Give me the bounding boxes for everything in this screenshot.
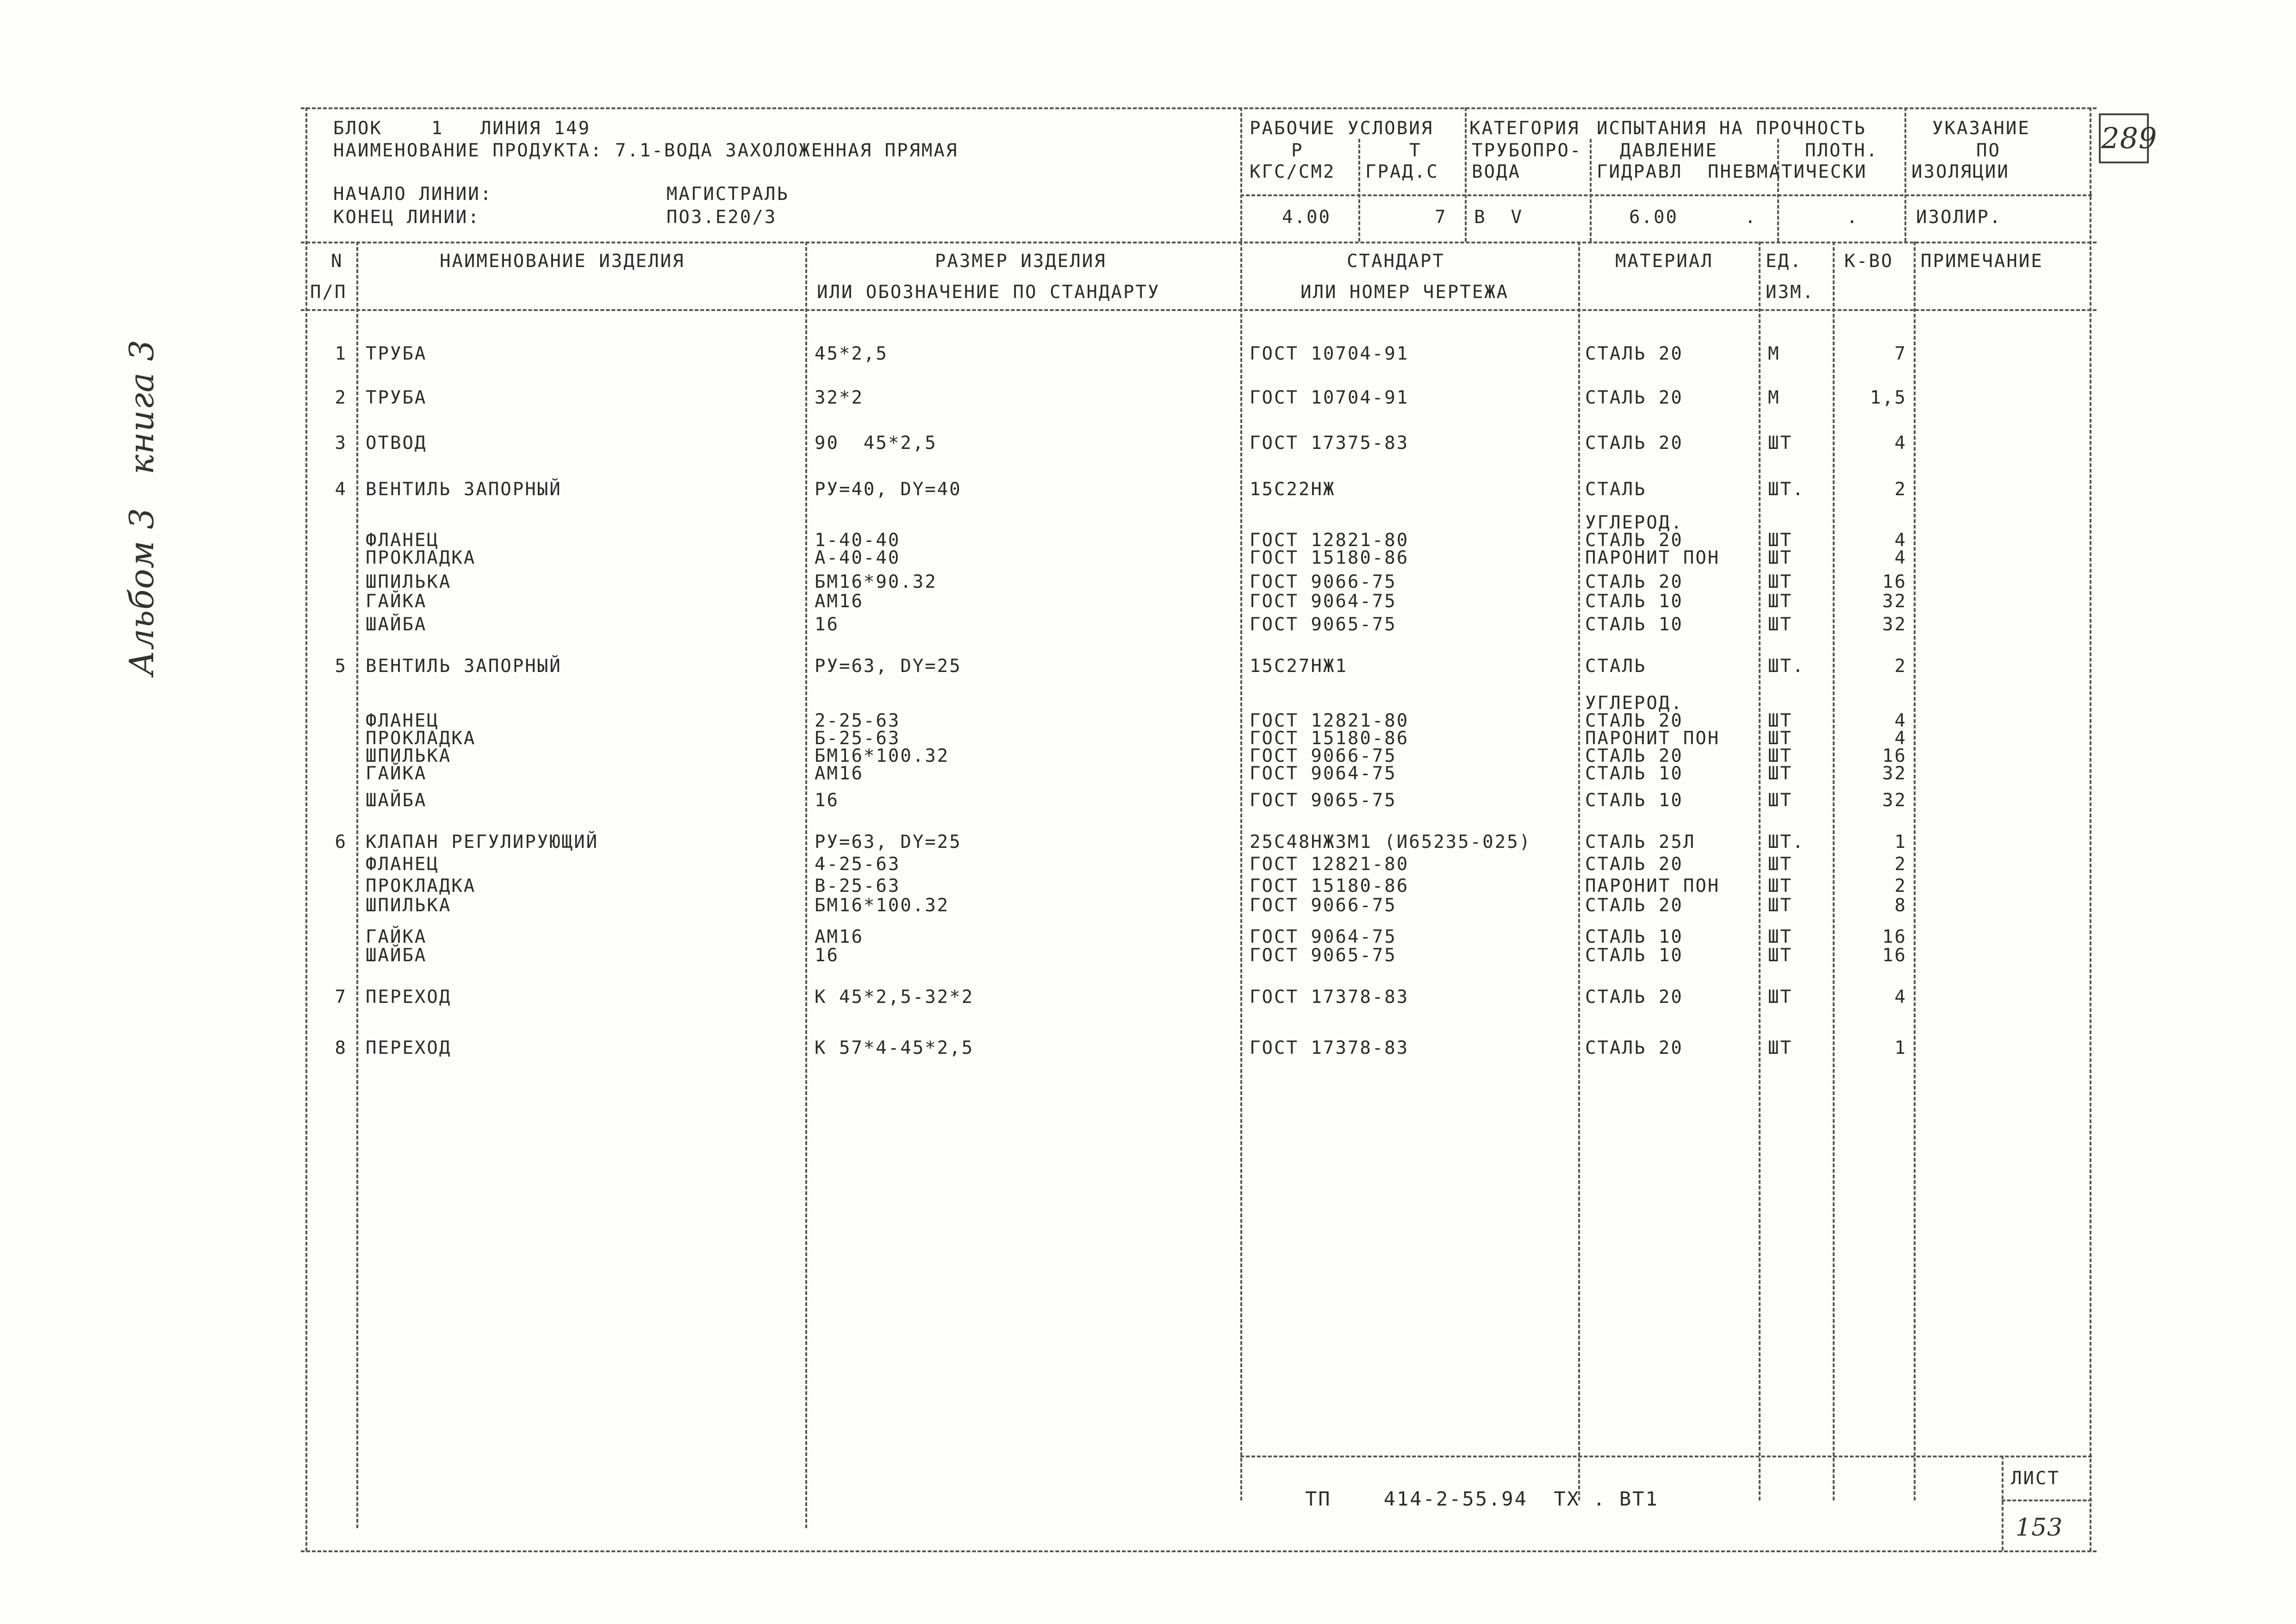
v-pressure: 4.00 xyxy=(1282,207,1331,228)
col-divider-size xyxy=(1240,242,1242,1500)
row-size: 1-40-40 xyxy=(815,530,901,551)
row-unit: ШТ xyxy=(1768,945,1792,966)
cond-divider-4 xyxy=(1590,139,1592,242)
sheet-label: ЛИСТ xyxy=(2011,1468,2060,1489)
row-item-name: ВЕНТИЛЬ ЗАПОРНЫЙ xyxy=(366,479,562,500)
col-divider-unit xyxy=(1833,242,1835,1500)
row-material: СТАЛЬ 10 xyxy=(1585,790,1683,811)
col-header-unit: ЕД. xyxy=(1766,251,1803,272)
row-item-name: ШПИЛЬКА xyxy=(366,572,452,592)
v-temperature: 7 xyxy=(1435,207,1447,228)
row-standard: ГОСТ 17378-83 xyxy=(1250,987,1409,1008)
row-size: К 57*4-45*2,5 xyxy=(815,1038,974,1058)
row-unit: ШТ. xyxy=(1768,832,1805,852)
cond-divider-1 xyxy=(1240,107,1242,242)
row-material: СТАЛЬ 20 xyxy=(1585,433,1683,454)
row-standard: ГОСТ 9064-75 xyxy=(1250,763,1397,784)
col-header-qty: К-ВО xyxy=(1844,251,1893,272)
row-number: 1 xyxy=(335,343,347,364)
row-material: СТАЛЬ xyxy=(1585,656,1647,677)
row-quantity: 4 xyxy=(1894,728,1907,749)
row-material: ПАРОНИТ ПОН xyxy=(1585,728,1720,749)
row-quantity: 32 xyxy=(1882,614,1907,635)
row-size: 2-25-63 xyxy=(815,710,901,731)
row-item-name: ГАЙКА xyxy=(366,763,427,784)
row-unit: ШТ xyxy=(1768,572,1792,592)
page-number: 289 xyxy=(2101,121,2158,155)
row-standard: ГОСТ 12821-80 xyxy=(1250,530,1409,551)
row-standard: ГОСТ 9066-75 xyxy=(1250,746,1397,766)
line-start-value: МАГИСТРАЛЬ xyxy=(666,184,789,205)
row-quantity: 1 xyxy=(1894,832,1907,852)
row-item-name: ШАЙБА xyxy=(366,945,427,966)
col-header-note: ПРИМЕЧАНИЕ xyxy=(1921,251,2043,272)
row-number: 6 xyxy=(335,832,347,852)
row-item-name: ФЛАНЕЦ xyxy=(366,710,439,731)
row-material: УГЛЕРОД. xyxy=(1585,693,1683,714)
row-standard: ГОСТ 9064-75 xyxy=(1250,927,1397,947)
row-quantity: 8 xyxy=(1894,895,1907,916)
row-item-name: ГАЙКА xyxy=(366,591,427,612)
row-quantity: 4 xyxy=(1894,548,1907,568)
block-line-label: БЛОК 1 ЛИНИЯ 149 xyxy=(333,118,591,139)
col-divider-name xyxy=(805,242,807,1528)
row-unit: ШТ xyxy=(1768,763,1792,784)
v-pneumatic: . xyxy=(1745,207,1757,228)
row-standard: ГОСТ 10704-91 xyxy=(1250,343,1409,364)
row-item-name: ТРУБА xyxy=(366,387,427,408)
row-quantity: 1 xyxy=(1894,1038,1907,1058)
row-material: СТАЛЬ 20 xyxy=(1585,572,1683,592)
row-size: В-25-63 xyxy=(815,876,901,896)
row-quantity: 16 xyxy=(1882,945,1907,966)
row-item-name: ПРОКЛАДКА xyxy=(366,876,476,896)
row-item-name: ШАЙБА xyxy=(366,790,427,811)
row-size: 16 xyxy=(815,614,839,635)
row-standard: ГОСТ 9065-75 xyxy=(1250,614,1397,635)
row-unit: ШТ xyxy=(1768,614,1792,635)
row-quantity: 2 xyxy=(1894,876,1907,896)
row-standard: ГОСТ 9066-75 xyxy=(1250,895,1397,916)
row-item-name: ПЕРЕХОД xyxy=(366,987,452,1008)
row-number: 2 xyxy=(335,387,347,408)
cond-divider-6 xyxy=(1904,107,1906,242)
col-divider-std xyxy=(1578,242,1580,1500)
col-header-unit-2: ИЗМ. xyxy=(1766,282,1815,303)
row-standard: ГОСТ 17375-83 xyxy=(1250,433,1409,454)
row-unit: ШТ. xyxy=(1768,479,1805,500)
row-unit: ШТ xyxy=(1768,710,1792,731)
row-size: Б-25-63 xyxy=(815,728,901,749)
line-end-label: КОНЕЦ ЛИНИИ: xyxy=(333,207,480,228)
h-working: РАБОЧИЕ УСЛОВИЯ xyxy=(1250,118,1434,139)
row-material: СТАЛЬ 10 xyxy=(1585,927,1683,947)
col-header-drawing: ИЛИ НОМЕР ЧЕРТЕЖА xyxy=(1300,282,1509,303)
h-insulation: ИЗОЛЯЦИИ xyxy=(1911,162,2010,182)
footer-sheet-line xyxy=(2002,1500,2092,1501)
row-size: 4-25-63 xyxy=(815,854,901,875)
row-size: 16 xyxy=(815,790,839,811)
row-quantity: 4 xyxy=(1894,530,1907,551)
row-number: 3 xyxy=(335,433,347,454)
row-standard: ГОСТ 12821-80 xyxy=(1250,854,1409,875)
row-size: РУ=63, DY=25 xyxy=(815,656,962,677)
row-unit: ШТ. xyxy=(1768,656,1805,677)
frame-left-line xyxy=(305,107,307,1551)
row-size: А-40-40 xyxy=(815,548,901,568)
row-quantity: 4 xyxy=(1894,987,1907,1008)
album-note: Альбом 3 книга 3 xyxy=(122,339,161,676)
row-number: 4 xyxy=(335,479,347,500)
h-test: ИСПЫТАНИЯ НА ПРОЧНОСТЬ xyxy=(1597,118,1867,139)
row-quantity: 32 xyxy=(1882,763,1907,784)
frame-top-line xyxy=(301,107,2097,109)
h-category: КАТЕГОРИЯ xyxy=(1469,118,1580,139)
row-quantity: 2 xyxy=(1894,656,1907,677)
h-p: Р xyxy=(1291,140,1304,161)
row-material: СТАЛЬ 20 xyxy=(1585,746,1683,766)
line-end-value: ПОЗ.Е20/3 xyxy=(666,207,777,228)
row-item-name: ФЛАНЕЦ xyxy=(366,854,439,875)
h-kgs: КГС/СМ2 xyxy=(1250,162,1336,182)
row-size: РУ=63, DY=25 xyxy=(815,832,962,852)
row-size: РУ=40, DY=40 xyxy=(815,479,962,500)
row-standard: ГОСТ 15180-86 xyxy=(1250,876,1409,896)
row-material: СТАЛЬ 10 xyxy=(1585,763,1683,784)
h-t: Т xyxy=(1409,140,1422,161)
row-item-name: ВЕНТИЛЬ ЗАПОРНЫЙ xyxy=(366,656,562,677)
row-unit: ШТ xyxy=(1768,530,1792,551)
product-name: НАИМЕНОВАНИЕ ПРОДУКТА: 7.1-ВОДА ЗАХОЛОЖЕННАЯ ПРЯМАЯ xyxy=(333,140,958,161)
row-standard: ГОСТ 10704-91 xyxy=(1250,387,1409,408)
row-item-name: ОТВОД xyxy=(366,433,427,454)
row-unit: ШТ xyxy=(1768,927,1792,947)
row-item-name: ПРОКЛАДКА xyxy=(366,728,476,749)
h-pressure: ДАВЛЕНИЕ xyxy=(1620,140,1718,161)
row-quantity: 16 xyxy=(1882,746,1907,766)
footer-sheet-divider xyxy=(2002,1456,2004,1550)
line-start-label: НАЧАЛО ЛИНИИ: xyxy=(333,184,493,205)
row-material: СТАЛЬ 20 xyxy=(1585,854,1683,875)
row-unit: ШТ xyxy=(1768,790,1792,811)
cond-divider-3 xyxy=(1465,107,1467,242)
row-material: СТАЛЬ 20 xyxy=(1585,895,1683,916)
row-size: БМ16*90.32 xyxy=(815,572,937,592)
row-quantity: 1,5 xyxy=(1870,387,1907,408)
row-item-name: ПРОКЛАДКА xyxy=(366,548,476,568)
row-size: АМ16 xyxy=(815,763,864,784)
row-quantity: 2 xyxy=(1894,479,1907,500)
row-item-name: ГАЙКА xyxy=(366,927,427,947)
v-hydraulic: 6.00 xyxy=(1629,207,1678,228)
row-standard: ГОСТ 9064-75 xyxy=(1250,591,1397,612)
row-quantity: 4 xyxy=(1894,710,1907,731)
row-material: ПАРОНИТ ПОН xyxy=(1585,876,1720,896)
row-material: СТАЛЬ 20 xyxy=(1585,1038,1683,1058)
row-material: ПАРОНИТ ПОН xyxy=(1585,548,1720,568)
row-unit: ШТ xyxy=(1768,591,1792,612)
col-divider-qty xyxy=(1914,242,1916,1500)
v-density: . xyxy=(1847,207,1859,228)
row-quantity: 2 xyxy=(1894,854,1907,875)
row-size: 32*2 xyxy=(815,387,864,408)
row-quantity: 16 xyxy=(1882,927,1907,947)
row-number: 5 xyxy=(335,656,347,677)
row-size: К 45*2,5-32*2 xyxy=(815,987,974,1008)
row-item-name: ШАЙБА xyxy=(366,614,427,635)
row-standard: 15С27НЖ1 xyxy=(1250,656,1348,677)
row-material: СТАЛЬ xyxy=(1585,479,1647,500)
cond-values-line xyxy=(1240,194,2092,196)
row-material: СТАЛЬ 20 xyxy=(1585,343,1683,364)
row-material: СТАЛЬ 10 xyxy=(1585,591,1683,612)
row-unit: М xyxy=(1768,343,1780,364)
row-size: АМ16 xyxy=(815,927,864,947)
col-header-material: МАТЕРИАЛ xyxy=(1615,251,1713,272)
frame-right-line xyxy=(2090,107,2091,1551)
row-standard: ГОСТ 17378-83 xyxy=(1250,1038,1409,1058)
row-quantity: 32 xyxy=(1882,591,1907,612)
row-material: СТАЛЬ 20 xyxy=(1585,387,1683,408)
row-material: СТАЛЬ 20 xyxy=(1585,530,1683,551)
row-material: СТАЛЬ 20 xyxy=(1585,710,1683,731)
row-unit: ШТ xyxy=(1768,433,1792,454)
table-header-top-line xyxy=(301,242,2097,243)
row-size: 16 xyxy=(815,945,839,966)
row-size: БМ16*100.32 xyxy=(815,746,950,766)
row-item-name: ШПИЛЬКА xyxy=(366,895,452,916)
h-pipeline: ТРУБОПРО- xyxy=(1472,140,1582,161)
col-divider-mat xyxy=(1759,242,1761,1500)
h-voda: ВОДА xyxy=(1472,162,1521,182)
h-grad: ГРАД.С xyxy=(1365,162,1439,182)
row-item-name: ТРУБА xyxy=(366,343,427,364)
row-material: УГЛЕРОД. xyxy=(1585,512,1683,533)
col-header-size: РАЗМЕР ИЗДЕЛИЯ xyxy=(935,251,1107,272)
row-unit: ШТ xyxy=(1768,728,1792,749)
col-header-pp: П/П xyxy=(310,282,347,303)
row-quantity: 7 xyxy=(1894,343,1907,364)
row-unit: ШТ xyxy=(1768,548,1792,568)
row-standard: ГОСТ 15180-86 xyxy=(1250,548,1409,568)
row-item-name: ШПИЛЬКА xyxy=(366,746,452,766)
row-material: СТАЛЬ 25Л xyxy=(1585,832,1696,852)
row-standard: 15С22НЖ xyxy=(1250,479,1336,500)
row-standard: ГОСТ 12821-80 xyxy=(1250,710,1409,731)
row-size: 45*2,5 xyxy=(815,343,888,364)
row-standard: ГОСТ 9065-75 xyxy=(1250,790,1397,811)
footer-top-line xyxy=(1240,1456,2092,1457)
row-unit: ШТ xyxy=(1768,854,1792,875)
sheet-number: 153 xyxy=(2016,1514,2063,1542)
row-unit: М xyxy=(1768,387,1780,408)
row-unit: ШТ xyxy=(1768,746,1792,766)
h-pneumatic: ПНЕВМАТИЧЕСКИ xyxy=(1708,162,1867,182)
row-number: 8 xyxy=(335,1038,347,1058)
cond-divider-5 xyxy=(1777,139,1779,242)
row-quantity: 32 xyxy=(1882,790,1907,811)
col-divider-n xyxy=(356,242,358,1528)
row-size: 90 45*2,5 xyxy=(815,433,937,454)
row-standard: ГОСТ 9065-75 xyxy=(1250,945,1397,966)
row-item-name: КЛАПАН РЕГУЛИРУЮЩИЙ xyxy=(366,832,599,852)
row-unit: ШТ xyxy=(1768,876,1792,896)
col-header-size-std: ИЛИ ОБОЗНАЧЕНИЕ ПО СТАНДАРТУ xyxy=(817,282,1160,303)
frame-bottom-line xyxy=(301,1550,2097,1552)
row-number: 7 xyxy=(335,987,347,1008)
row-unit: ШТ xyxy=(1768,1038,1792,1058)
h-hydraulic: ГИДРАВЛ xyxy=(1597,162,1683,182)
row-material: СТАЛЬ 20 xyxy=(1585,987,1683,1008)
row-material: СТАЛЬ 10 xyxy=(1585,945,1683,966)
row-unit: ШТ xyxy=(1768,987,1792,1008)
row-standard: ГОСТ 15180-86 xyxy=(1250,728,1409,749)
cond-divider-2 xyxy=(1358,139,1360,242)
row-item-name: ФЛАНЕЦ xyxy=(366,530,439,551)
row-size: АМ16 xyxy=(815,591,864,612)
row-unit: ШТ xyxy=(1768,895,1792,916)
row-size: БМ16*100.32 xyxy=(815,895,950,916)
row-quantity: 16 xyxy=(1882,572,1907,592)
row-item-name: ПЕРЕХОД xyxy=(366,1038,452,1058)
row-material: СТАЛЬ 10 xyxy=(1585,614,1683,635)
table-header-bottom-line xyxy=(301,309,2097,311)
h-po: ПО xyxy=(1976,140,2001,161)
h-indication: УКАЗАНИЕ xyxy=(1932,118,2030,139)
v-insulation: ИЗОЛИР. xyxy=(1916,207,2002,228)
col-header-n: N xyxy=(331,251,343,272)
v-category: В V xyxy=(1474,207,1523,228)
document-code: ТП 414-2-55.94 ТХ . ВТ1 xyxy=(1305,1487,1659,1510)
col-header-name: НАИМЕНОВАНИЕ ИЗДЕЛИЯ xyxy=(440,251,685,272)
row-quantity: 4 xyxy=(1894,433,1907,454)
row-standard: ГОСТ 9066-75 xyxy=(1250,572,1397,592)
col-header-standard: СТАНДАРТ xyxy=(1347,251,1445,272)
row-standard: 25С48НЖ3М1 (И65235-025) xyxy=(1250,832,1532,852)
h-density: ПЛОТН. xyxy=(1805,140,1879,161)
